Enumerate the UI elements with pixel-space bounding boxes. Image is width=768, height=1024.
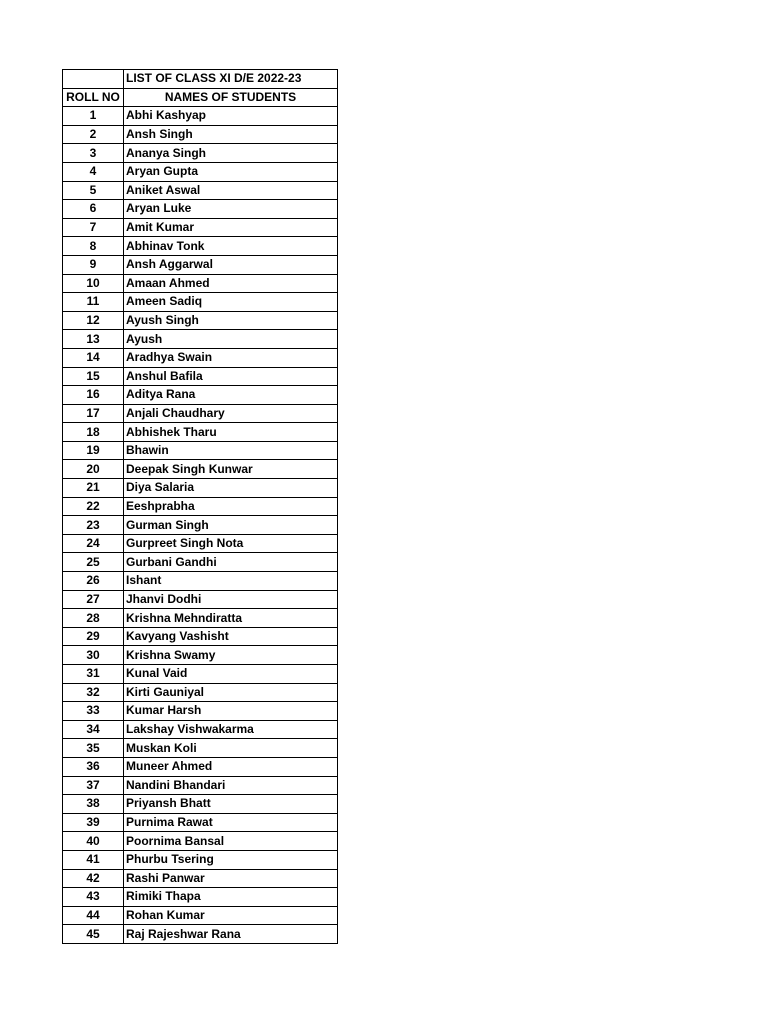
roll-number-cell: 6: [63, 200, 124, 219]
student-name-cell: Rashi Panwar: [124, 869, 338, 888]
student-name-cell: Eeshprabha: [124, 497, 338, 516]
roll-number-cell: 44: [63, 906, 124, 925]
table-row: [63, 609, 338, 628]
student-name-cell: Anjali Chaudhary: [124, 404, 338, 423]
roll-number-cell: 4: [63, 162, 124, 181]
table-row: [63, 925, 338, 944]
roll-number-cell: 41: [63, 850, 124, 869]
student-name-cell: Rohan Kumar: [124, 906, 338, 925]
table-row: [63, 795, 338, 814]
table-row: [63, 832, 338, 851]
table-title: LIST OF CLASS XI D/E 2022-23: [124, 70, 338, 89]
roll-number-cell: 8: [63, 237, 124, 256]
student-name-cell: Krishna Swamy: [124, 646, 338, 665]
roll-number-cell: 32: [63, 683, 124, 702]
table-row: [63, 888, 338, 907]
table-row: [63, 479, 338, 498]
table-row: [63, 757, 338, 776]
roll-number-cell: 40: [63, 832, 124, 851]
student-name-cell: Muneer Ahmed: [124, 757, 338, 776]
student-name-cell: Raj Rajeshwar Rana: [124, 925, 338, 944]
student-name-cell: Rimiki Thapa: [124, 888, 338, 907]
student-name-cell: Ayush: [124, 330, 338, 349]
roll-number-cell: 21: [63, 479, 124, 498]
student-name-cell: Priyansh Bhatt: [124, 795, 338, 814]
table-row: [63, 330, 338, 349]
roll-number-cell: 9: [63, 255, 124, 274]
table-row: [63, 720, 338, 739]
table-row: [63, 423, 338, 442]
roll-number-cell: 29: [63, 627, 124, 646]
student-name-cell: Ananya Singh: [124, 144, 338, 163]
student-name-cell: Aradhya Swain: [124, 348, 338, 367]
student-name-cell: Abhinav Tonk: [124, 237, 338, 256]
student-name-cell: Abhishek Tharu: [124, 423, 338, 442]
table-row: [63, 367, 338, 386]
roll-number-cell: 38: [63, 795, 124, 814]
student-name-cell: Jhanvi Dodhi: [124, 590, 338, 609]
student-name-cell: Gurpreet Singh Nota: [124, 534, 338, 553]
table-row: [63, 441, 338, 460]
student-name-cell: Poornima Bansal: [124, 832, 338, 851]
table-row: [63, 813, 338, 832]
names-header: NAMES OF STUDENTS: [124, 88, 338, 107]
table-row: [63, 906, 338, 925]
roll-number-cell: 20: [63, 460, 124, 479]
table-row: [63, 776, 338, 795]
table-row: [63, 181, 338, 200]
student-name-cell: Aryan Gupta: [124, 162, 338, 181]
student-name-cell: Krishna Mehndiratta: [124, 609, 338, 628]
table-row: [63, 125, 338, 144]
roll-number-cell: 12: [63, 311, 124, 330]
student-list-sheet: [62, 69, 338, 944]
table-row: [63, 255, 338, 274]
student-name-cell: Deepak Singh Kunwar: [124, 460, 338, 479]
roll-number-cell: 24: [63, 534, 124, 553]
table-row: [63, 107, 338, 126]
student-name-cell: Kunal Vaid: [124, 665, 338, 684]
roll-number-cell: 36: [63, 757, 124, 776]
student-name-cell: Aniket Aswal: [124, 181, 338, 200]
student-name-cell: Ishant: [124, 572, 338, 591]
student-name-cell: Ameen Sadiq: [124, 293, 338, 312]
student-name-cell: Kumar Harsh: [124, 702, 338, 721]
table-row: [63, 200, 338, 219]
roll-number-cell: 37: [63, 776, 124, 795]
roll-number-cell: 23: [63, 516, 124, 535]
roll-number-cell: 14: [63, 348, 124, 367]
student-name-cell: Abhi Kashyap: [124, 107, 338, 126]
roll-number-cell: 16: [63, 386, 124, 405]
roll-number-cell: 2: [63, 125, 124, 144]
roll-number-cell: 22: [63, 497, 124, 516]
roll-number-cell: 13: [63, 330, 124, 349]
table-row: [63, 646, 338, 665]
table-row: [63, 293, 338, 312]
student-name-cell: Kirti Gauniyal: [124, 683, 338, 702]
roll-number-cell: 45: [63, 925, 124, 944]
table-row: [63, 553, 338, 572]
table-row: [63, 386, 338, 405]
table-row: [63, 665, 338, 684]
student-name-cell: Nandini Bhandari: [124, 776, 338, 795]
student-name-cell: Diya Salaria: [124, 479, 338, 498]
table-row: [63, 460, 338, 479]
student-name-cell: Aditya Rana: [124, 386, 338, 405]
student-name-cell: Amit Kumar: [124, 218, 338, 237]
table-row: [63, 850, 338, 869]
roll-number-cell: 25: [63, 553, 124, 572]
table-row: [63, 237, 338, 256]
roll-number-cell: 26: [63, 572, 124, 591]
table-row: [63, 534, 338, 553]
student-name-cell: Aryan Luke: [124, 200, 338, 219]
table-row: [63, 348, 338, 367]
student-name-cell: Ansh Aggarwal: [124, 255, 338, 274]
roll-number-cell: 27: [63, 590, 124, 609]
student-name-cell: Ayush Singh: [124, 311, 338, 330]
roll-number-cell: 18: [63, 423, 124, 442]
student-name-cell: Anshul Bafila: [124, 367, 338, 386]
student-name-cell: Muskan Koli: [124, 739, 338, 758]
table-body: [63, 70, 338, 944]
table-row: [63, 404, 338, 423]
student-name-cell: Kavyang Vashisht: [124, 627, 338, 646]
student-name-cell: Lakshay Vishwakarma: [124, 720, 338, 739]
roll-number-cell: 33: [63, 702, 124, 721]
roll-number-cell: 42: [63, 869, 124, 888]
roll-number-cell: 39: [63, 813, 124, 832]
roll-no-header: ROLL NO: [63, 88, 124, 107]
student-name-cell: Phurbu Tsering: [124, 850, 338, 869]
roll-number-cell: 15: [63, 367, 124, 386]
roll-number-cell: 43: [63, 888, 124, 907]
table-row: [63, 144, 338, 163]
roll-number-cell: 31: [63, 665, 124, 684]
roll-number-cell: 10: [63, 274, 124, 293]
student-name-cell: Amaan Ahmed: [124, 274, 338, 293]
table-row: [63, 702, 338, 721]
table-row: [63, 572, 338, 591]
student-name-cell: Bhawin: [124, 441, 338, 460]
roll-number-cell: 5: [63, 181, 124, 200]
header-row: [63, 88, 338, 107]
roll-number-cell: 11: [63, 293, 124, 312]
student-name-cell: Purnima Rawat: [124, 813, 338, 832]
table-row: [63, 739, 338, 758]
student-name-cell: Ansh Singh: [124, 125, 338, 144]
student-list-table: [62, 69, 338, 944]
roll-number-cell: 30: [63, 646, 124, 665]
table-row: [63, 274, 338, 293]
student-name-cell: Gurbani Gandhi: [124, 553, 338, 572]
table-row: [63, 162, 338, 181]
roll-number-cell: 1: [63, 107, 124, 126]
roll-number-cell: 3: [63, 144, 124, 163]
roll-number-cell: 7: [63, 218, 124, 237]
table-row: [63, 497, 338, 516]
table-row: [63, 590, 338, 609]
roll-number-cell: 17: [63, 404, 124, 423]
title-empty-cell: [63, 70, 124, 89]
roll-number-cell: 19: [63, 441, 124, 460]
table-row: [63, 218, 338, 237]
title-row: [63, 70, 338, 89]
roll-number-cell: 28: [63, 609, 124, 628]
table-row: [63, 516, 338, 535]
table-row: [63, 627, 338, 646]
table-row: [63, 311, 338, 330]
table-row: [63, 869, 338, 888]
roll-number-cell: 35: [63, 739, 124, 758]
table-row: [63, 683, 338, 702]
roll-number-cell: 34: [63, 720, 124, 739]
student-name-cell: Gurman Singh: [124, 516, 338, 535]
